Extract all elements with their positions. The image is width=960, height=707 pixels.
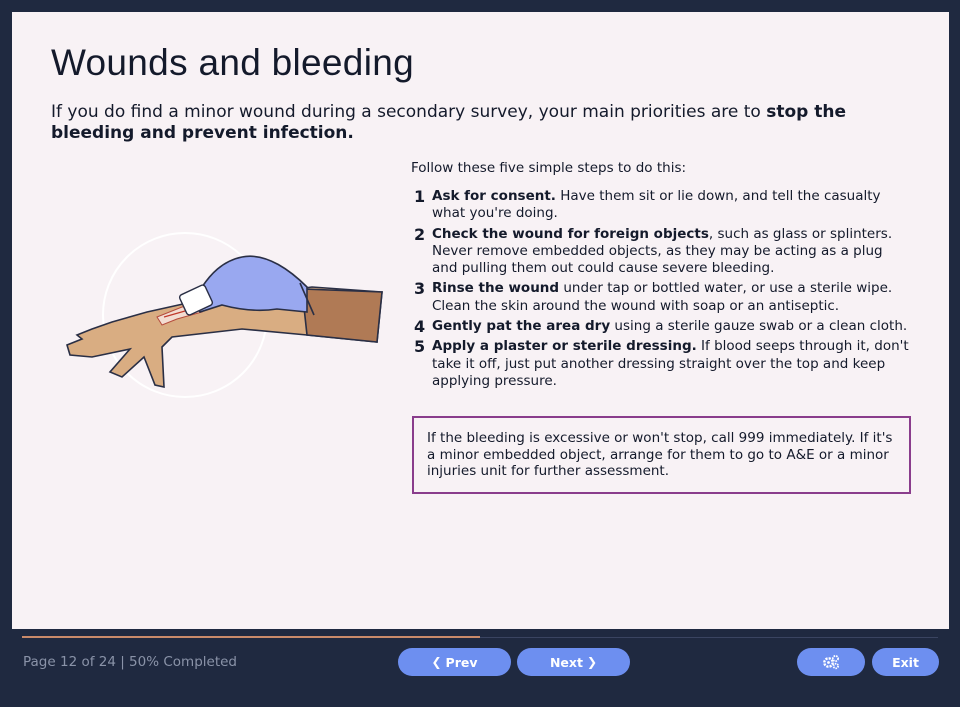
step-text: under tap or bottled water, or use a sterile wipe. Clean the skin around the wound with soap or an antiseptic. [432, 280, 893, 314]
page-title: Wounds and bleeding [51, 42, 414, 83]
exit-button[interactable]: Exit [872, 648, 939, 676]
intro-bold-text: stop the bleeding and prevent infection. [51, 102, 846, 143]
steps-lead: Follow these five simple steps to do this: [411, 160, 687, 176]
step-number: 3 [414, 279, 426, 299]
step-text: using a sterile gauze swab or a clean cloth. [610, 318, 908, 335]
step-heading: Apply a plaster or sterile dressing. [432, 338, 697, 355]
progress-bar-fill [22, 636, 480, 638]
warning-callout: If the bleeding is excessive or won't stop, call 999 immediately. If it's a minor embedded object, arrange for them to go to A&E or a minor injuries unit for further assessment. [412, 416, 911, 494]
step-text: Have them sit or lie down, and tell the casualty what you're doing. [432, 188, 881, 222]
step-text: , such as glass or splinters. Never remove embedded objects, as they may be acting as a plug and pulling them out could cause severe bleeding. [432, 225, 893, 277]
step-heading: Gently pat the area dry [432, 318, 611, 335]
intro-text: If you do find a minor wound during a secondary survey, your main priorities are to [51, 102, 767, 122]
helper-forearm [302, 289, 382, 342]
gears-icon [822, 654, 840, 670]
prev-button[interactable] [398, 648, 511, 676]
step-number: 4 [414, 317, 426, 337]
step-heading: Check the wound for foreign objects [432, 225, 709, 242]
settings-button[interactable] [797, 648, 865, 676]
list-item [411, 338, 911, 390]
next-button[interactable] [517, 648, 630, 676]
chevron-right-icon: ❯ [586, 655, 598, 669]
list-item [411, 188, 911, 223]
intro-paragraph [51, 102, 911, 144]
gloved-hand-cleaning-arm-wound-illustration [52, 217, 392, 402]
step-heading: Ask for consent. [432, 188, 556, 204]
chevron-left-icon: ❮ [431, 655, 442, 669]
prev-button-label: Prev [445, 654, 478, 670]
step-number: 1 [414, 187, 426, 206]
steps-list [411, 188, 911, 393]
slide-content [12, 12, 949, 629]
step-text: If blood seeps through it, don't take it off, just put another dressing straight over the top and keep applying pressure. [432, 338, 909, 389]
list-item [411, 318, 911, 335]
next-button-label: Next [549, 654, 583, 670]
list-item [411, 280, 911, 315]
step-heading: Rinse the wound [432, 280, 560, 297]
list-item [411, 226, 911, 278]
step-number: 5 [414, 337, 426, 357]
step-number: 2 [414, 224, 426, 244]
page-status: Page 12 of 24 | 50% Completed [23, 654, 237, 670]
